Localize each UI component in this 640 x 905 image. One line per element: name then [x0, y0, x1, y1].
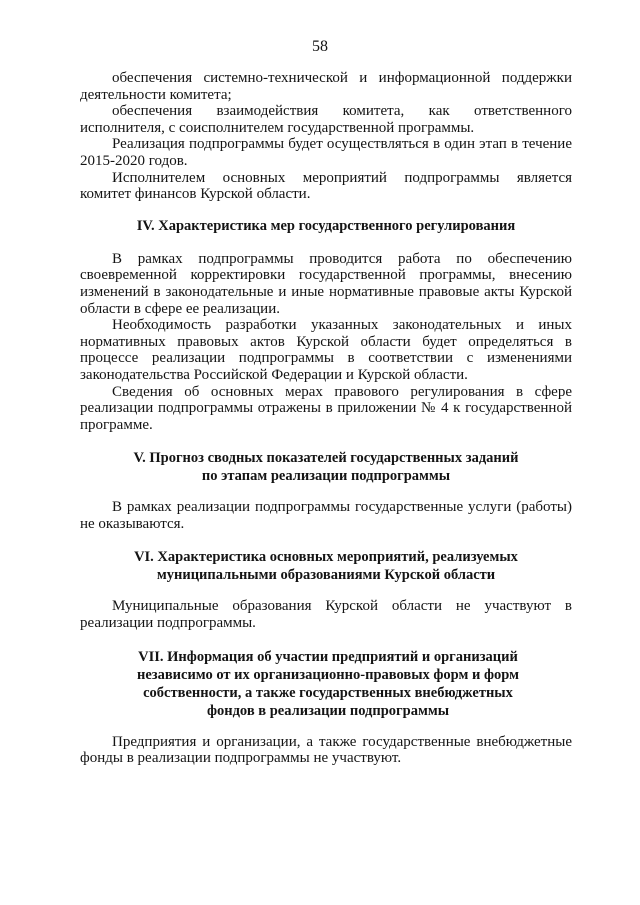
section-7-paragraph-1: Предприятия и организации, а также государственные внебюджетные фонды в реализации подпрограммы не участвуют. [80, 733, 572, 767]
section-4-heading: IV. Характеристика мер государственного регулирования [136, 217, 516, 234]
section-7-heading-line-2: независимо от их организационно-правовых форм и форм [136, 666, 520, 683]
section-4-paragraph-2: Необходимость разработки указанных законодательных и иных нормативных правовых актов Курской области будет определяться в процессе реализации подпрограммы в соответствии с изменениями законодательства Российской Федерации и Курской области. [80, 317, 572, 383]
section-6-heading-line-1: VI. Характеристика основных мероприятий, реализуемых [134, 549, 518, 566]
section-6-heading [80, 548, 572, 584]
page-content [80, 70, 572, 767]
section-5-paragraph-1: В рамках реализации подпрограммы государственные услуги (работы) не оказываются. [80, 499, 572, 532]
section-7-heading [80, 648, 572, 720]
section-5-heading-line-1: V. Прогноз сводных показателей государственных заданий [133, 450, 519, 467]
section-4-paragraph-3: Сведения об основных мерах правового регулирования в сфере реализации подпрограммы отражены в приложении № 4 к государственной программе. [80, 383, 572, 433]
intro-paragraph-2: обеспечения взаимодействия комитета, как ответственного исполнителя, с соисполнителем государственной программы. [80, 103, 572, 136]
section-7-heading-line-3: собственности, а также государственных внебюджетных [143, 684, 513, 701]
intro-paragraph-4: Исполнителем основных мероприятий подпрограммы является комитет финансов Курской области. [80, 169, 572, 203]
section-6-paragraph-1: Муниципальные образования Курской области не участвуют в реализации подпрограммы. [80, 598, 572, 632]
intro-paragraph-3: Реализация подпрограммы будет осуществляться в один этап в течение 2015-2020 годов. [80, 136, 572, 169]
section-6-heading-line-2: муниципальными образованиями Курской области [156, 567, 496, 584]
section-5-heading-line-2: по этапам реализации подпрограммы [201, 468, 451, 485]
page-number: 58 [312, 38, 328, 55]
section-4-paragraph-1: В рамках подпрограммы проводится работа по обеспечению своевременной корректировки государственной программы, внесению изменений в законодательные и иные нормативные правовые акты Курской области в сфере ее реализации. [80, 250, 572, 317]
intro-paragraph-1: обеспечения системно-технической и информационной поддержки деятельности комитета; [80, 70, 572, 103]
section-7-heading-line-4: фондов в реализации подпрограммы [206, 702, 450, 719]
section-5-heading [80, 449, 572, 485]
section-7-heading-line-1: VII. Информация об участии предприятий и организаций [138, 648, 518, 665]
